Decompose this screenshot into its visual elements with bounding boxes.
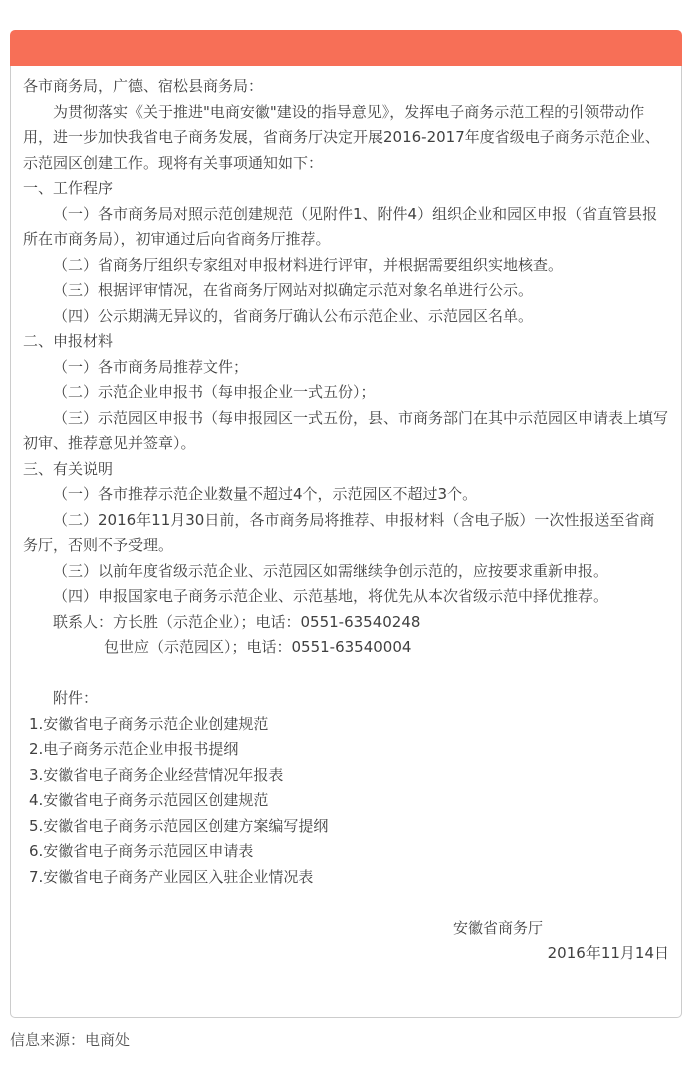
attachment-item-1: 1.安徽省电子商务示范企业创建规范 [29, 714, 269, 733]
signature-org: 安徽省商务厅 [452, 918, 543, 937]
section-3-item-2: （二）2016年11月30日前，各市商务局将推荐、申报材料（含电子版）一次性报送至省商务厅，否则不予受理。 [23, 510, 655, 554]
salutation: 各市商务局，广德、宿松县商务局： [23, 77, 264, 95]
attachment-item-3: 3.安徽省电子商务企业经营情况年报表 [29, 765, 284, 784]
blank-line [23, 661, 669, 687]
attachment-item-6: 6.安徽省电子商务示范园区申请表 [29, 842, 254, 860]
section-3-item-4: （四）申报国家电子商务示范企业、示范基地，将优先从本次省级示范中择优推荐。 [53, 587, 609, 605]
section-3-item-3: （三）以前年度省级示范企业、示范园区如需继续争创示范的，应按要求重新申报。 [53, 561, 609, 580]
attachments-label: 附件： [53, 689, 99, 707]
intro-paragraph: 为贯彻落实《关于推进"电商安徽"建设的指导意见》，发挥电子商务示范工程的引领带动作用，进一步加快我省电子商务发展，省商务厅决定开展2016-2017年度省级电子商务示范企业、示范园区创建工作。现将有关事项通知如下： [23, 102, 660, 172]
info-source: 信息来源：电商处 [10, 1030, 131, 1049]
attachment-item-5: 5.安徽省电子商务示范园区创建方案编写提纲 [29, 816, 329, 835]
section-3-heading: 三、有关说明 [23, 459, 114, 478]
attachment-item-2: 2.电子商务示范企业申报书提纲 [29, 740, 239, 758]
section-1-item-4: （四）公示期满无异议的，省商务厅确认公布示范企业、示范园区名单。 [53, 306, 534, 325]
section-2-heading: 二、申报材料 [23, 332, 114, 350]
section-2-item-3: （三）示范园区申报书（每申报园区一式五份，县、市商务部门在其中示范园区申请表上填写初审、推荐意见并签章）。 [23, 408, 669, 452]
section-3-item-1: （一）各市推荐示范企业数量不超过4个，示范园区不超过3个。 [53, 485, 478, 503]
section-1-item-3: （三）根据评审情况，在省商务厅网站对拟确定示范对象名单进行公示。 [53, 281, 534, 299]
contact-line-2: 包世应（示范园区）；电话：0551-63540004 [104, 638, 412, 656]
attachment-item-7: 7.安徽省电子商务产业园区入驻企业情况表 [29, 867, 314, 886]
attachment-item-4: 4.安徽省电子商务示范园区创建规范 [29, 791, 269, 809]
section-2-item-2: （二）示范企业申报书（每申报企业一式五份）； [53, 383, 376, 401]
section-2-item-1: （一）各市商务局推荐文件； [53, 357, 249, 376]
signature-date: 2016年11月14日 [547, 944, 669, 962]
blank-line [23, 890, 669, 916]
notice-body [10, 66, 682, 1018]
section-1-heading: 一、工作程序 [23, 179, 114, 197]
section-1-item-2: （二）省商务厅组织专家组对申报材料进行评审，并根据需要组织实地核查。 [53, 255, 564, 274]
notice-card [10, 30, 682, 1018]
contact-line-1: 联系人：方长胜（示范企业）；电话：0551-63540248 [53, 612, 421, 631]
section-1-item-1: （一）各市商务局对照示范创建规范（见附件1、附件4）组织企业和园区申报（省直管县报所在市商务局），初审通过后向省商务厅推荐。 [23, 204, 658, 248]
notice-header-bar [10, 30, 682, 66]
